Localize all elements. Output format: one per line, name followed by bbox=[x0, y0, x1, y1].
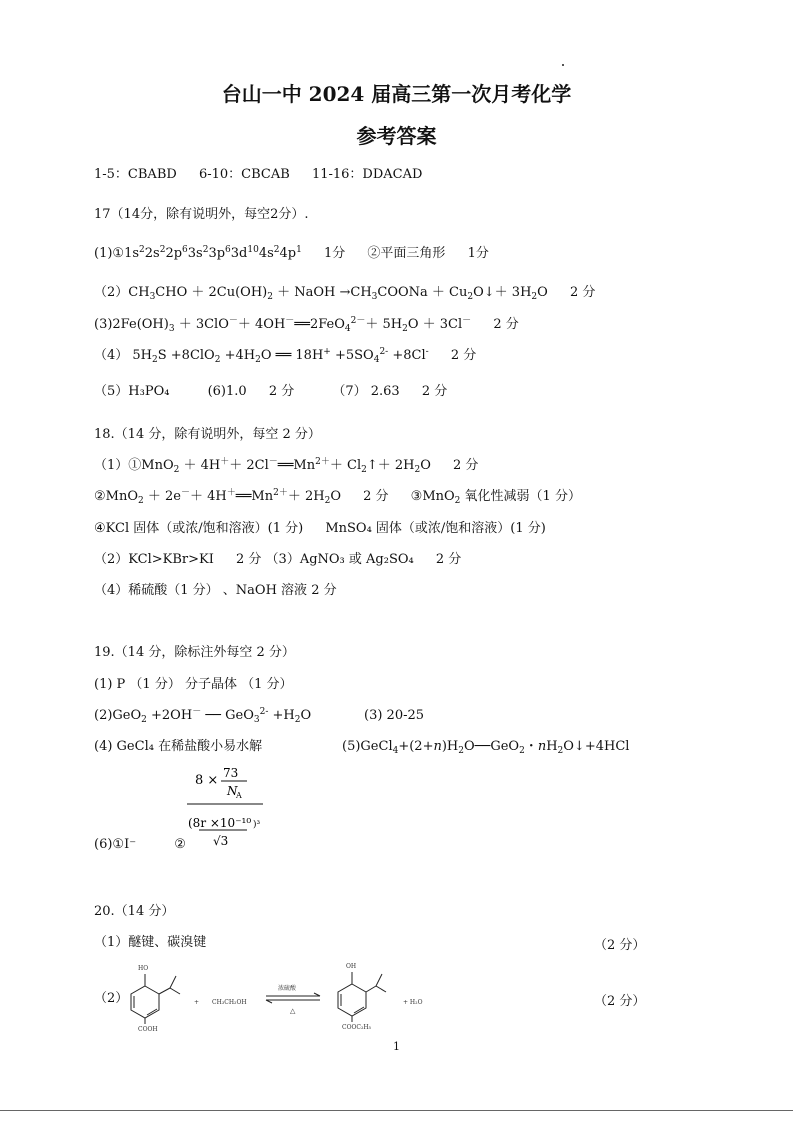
svg-text:N: N bbox=[227, 784, 238, 798]
q17-heading: 17（14分，除有说明外，每空2分）. bbox=[94, 207, 309, 222]
density-formula bbox=[185, 764, 265, 854]
reactant-structure bbox=[131, 974, 180, 1024]
q17-line-3: $(3)2Fe(OH)_3 + 3ClO^-+$ 4OH－══2FeO$_4^{2-}$＋ $5H_2O + 3Cl^-$ 2 分 bbox=[94, 316, 519, 334]
q17-line-5: （5）H₃PO₄ (6)1.0 2 分 （7） 2.63 2 分 bbox=[94, 384, 448, 399]
q18-heading: 18.（14 分，除有说明外，每空 2 分） bbox=[94, 427, 321, 442]
product-structure bbox=[338, 972, 386, 1022]
q19-line-2b: (3) 20-25 bbox=[364, 708, 425, 723]
page-number: 1 bbox=[393, 1040, 400, 1053]
svg-text:浓硫酸: 浓硫酸 bbox=[278, 985, 297, 992]
equation-ferrate: $(3)2Fe(OH)_3 + 3ClO^-+$ 4OH－══2FeO$_4^{2-}$＋ $5H_2O + 3Cl^-$ bbox=[94, 316, 472, 334]
q17-line-1: $(1)①1s^22s^22p^63s^23p^63d^{10}4s^24p^1$ 1分 ②平面三角形 1分 bbox=[94, 245, 489, 261]
svg-text:COOH: COOH bbox=[138, 1026, 158, 1033]
equation-clo2: （4） $5H_2S +8ClO_2 +4H_2O$ ══ $18H^+ +5SO_4^{2-} +8Cl^-$ bbox=[94, 347, 429, 365]
q19-line-3b bbox=[342, 738, 629, 756]
q17-line-2: $(2)CH_3CHO + 2Cu(OH)_2$ ＋ NaOH $\to CH_3COONa$ ＋ $Cu_2O↓+ 3H_2O$ 2 分 bbox=[94, 285, 596, 302]
svg-text:)³: )³ bbox=[253, 820, 261, 830]
svg-text:CH₃CH₂OH: CH₃CH₂OH bbox=[212, 999, 247, 1006]
q18-line-1: （1）①MnO$_2$ ＋ $4H^++ 2Cl^-══Mn^{2+}+$ $Cl_2↑+ 2H_2O$ 2 分 bbox=[94, 457, 479, 475]
q19-line-1: (1) P （1 分） 分子晶体 （1 分） bbox=[94, 677, 293, 692]
mc-answers bbox=[94, 166, 422, 184]
q20-line-1-score: （2 分） bbox=[594, 938, 646, 953]
q20-line-1: （1）醚键、碳溴键 bbox=[94, 935, 207, 950]
q18-line-4: （2）KCl>KBr>KI 2 分 （3）AgNO₃ 或 Ag₂SO₄ 2 分 bbox=[94, 552, 462, 567]
q19-line-2 bbox=[94, 707, 311, 725]
q17-line-4: （4） $5H_2S +8ClO_2 +4H_2O$ ══ $18H^+ +5SO_4^{2-} +8Cl^-$ 2 分 bbox=[94, 347, 477, 365]
mc-group-3: 11-16：DDACAD bbox=[311, 167, 423, 182]
svg-text:△: △ bbox=[290, 1007, 296, 1015]
q19-line-6: (6)①I⁻ ② bbox=[94, 837, 186, 852]
q20-line-2-score: （2 分） bbox=[594, 994, 646, 1009]
q20-heading: 20.（14 分） bbox=[94, 904, 175, 919]
equation-hydrolysis: $(5)GeCl_4+(2+n)H_2O──GeO_2$・$nH_2O↓+4HCl$ bbox=[342, 739, 630, 756]
q18-line-5: （4）稀硫酸（1 分） 、NaOH 溶液 2 分 bbox=[94, 583, 337, 598]
svg-text:73: 73 bbox=[223, 766, 239, 780]
equation-geo2: (2)GeO$_2$ +2OH－ ── $GeO_3^{2-} +H_2O$ bbox=[94, 707, 312, 725]
svg-text:√3: √3 bbox=[213, 834, 229, 848]
electron-config: $(1)①1s^22s^22p^63s^23p^63d^{10}4s^24p^1$ bbox=[94, 245, 302, 261]
svg-text:+: + bbox=[194, 999, 200, 1006]
svg-text:A: A bbox=[236, 791, 242, 800]
svg-text:HO: HO bbox=[138, 965, 149, 972]
half-reaction: ②MnO$_2$ ＋ $2e^-+ 4H^+══Mn^{2+}+ 2H_2O$ bbox=[94, 488, 341, 506]
q19-heading: 19.（14 分，除标注外每空 2 分） bbox=[94, 645, 295, 660]
q18-line-3: ④KCl 固体（或浓/饱和溶液）(1 分) MnSO₄ 固体（或浓/饱和溶液）(1 分) bbox=[94, 521, 546, 536]
equation-aldehyde: $(2)CH_3CHO + 2Cu(OH)_2$ ＋ NaOH $\to CH_3COONa$ ＋ $Cu_2O↓+ 3H_2O$ bbox=[94, 285, 548, 302]
mc-group-2: 6-10：CBCAB bbox=[198, 167, 290, 182]
svg-text:OH: OH bbox=[346, 963, 357, 970]
svg-text:8 ×: 8 × bbox=[195, 773, 219, 788]
scan-dot bbox=[562, 64, 564, 66]
svg-text:+ H₂O: + H₂O bbox=[403, 999, 423, 1006]
q18-line-2: ②MnO$_2$ ＋ $2e^-+ 4H^+══Mn^{2+}+ 2H_2O$ 2 分 ③MnO$_2$ 氧化性减弱（1 分） bbox=[94, 488, 581, 506]
equilibrium-arrow bbox=[266, 993, 320, 1003]
page-title: 台山一中 2024 届高三第一次月考化学 bbox=[221, 82, 572, 106]
page-subtitle: 参考答案 bbox=[356, 124, 437, 148]
svg-text:COOC₂H₅: COOC₂H₅ bbox=[342, 1024, 372, 1031]
esterification-scheme bbox=[120, 958, 460, 1036]
footer-rule bbox=[0, 1110, 793, 1111]
q19-line-3a: (4) GeCl₄ 在稀盐酸小易水解 bbox=[94, 739, 263, 754]
equation-chlorine: （1）①MnO$_2$ ＋ $4H^++ 2Cl^-══Mn^{2+}+$ $Cl_2↑+ 2H_2O$ bbox=[94, 457, 431, 475]
mc-group-1: 1-5：CBABD bbox=[94, 167, 177, 182]
svg-text:(8r ×10⁻¹⁰: (8r ×10⁻¹⁰ bbox=[188, 816, 252, 830]
q20-line-2-label: （2） bbox=[94, 991, 129, 1006]
